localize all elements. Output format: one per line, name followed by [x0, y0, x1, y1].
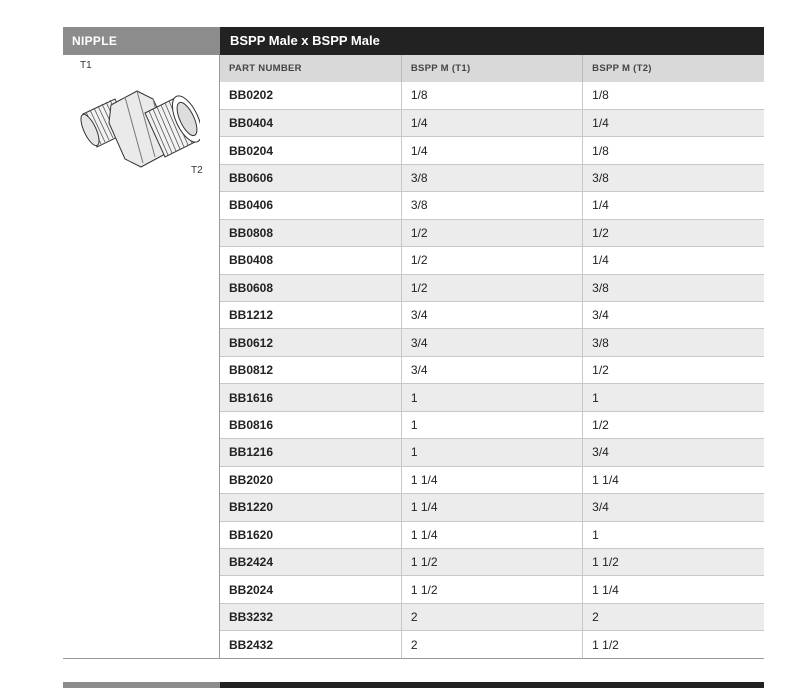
part-number-cell: BB3232 [220, 603, 401, 630]
thread-label-t2: T2 [191, 165, 203, 176]
bspp-t2-cell: 3/8 [583, 274, 764, 301]
part-number-cell: BB0404 [220, 109, 401, 136]
part-number-cell: BB0204 [220, 137, 401, 164]
table-row [220, 109, 764, 136]
part-number-cell: BB0808 [220, 219, 401, 246]
bspp-t1-cell: 1 1/4 [401, 466, 582, 493]
bspp-t1-cell: 3/4 [401, 356, 582, 383]
bspp-t1-cell: 1/4 [401, 109, 582, 136]
bspp-t2-cell: 1 1/2 [583, 548, 764, 575]
bspp-t2-cell: 1 1/4 [583, 466, 764, 493]
bspp-t1-cell: 1/2 [401, 247, 582, 274]
bspp-t1-cell: 1 [401, 439, 582, 466]
part-number-cell: BB1616 [220, 384, 401, 411]
next-section-category-bar [63, 682, 220, 688]
table-row [220, 631, 764, 659]
table-row [220, 466, 764, 493]
part-number-cell: BB1216 [220, 439, 401, 466]
bspp-t1-cell: 1 1/2 [401, 548, 582, 575]
part-number-cell: BB2424 [220, 548, 401, 575]
part-number-cell: BB1212 [220, 302, 401, 329]
bspp-t1-cell: 2 [401, 631, 582, 659]
table-row [220, 411, 764, 438]
table-bottom-rule [63, 658, 764, 659]
table-row [220, 274, 764, 301]
part-number-cell: BB0202 [220, 82, 401, 109]
table-row [220, 137, 764, 164]
bspp-t2-cell: 1/4 [583, 192, 764, 219]
bspp-t1-cell: 3/4 [401, 329, 582, 356]
bspp-t1-cell: 3/8 [401, 192, 582, 219]
part-number-cell: BB0406 [220, 192, 401, 219]
part-number-cell: BB0608 [220, 274, 401, 301]
table-row [220, 521, 764, 548]
table-row [220, 164, 764, 191]
bspp-t1-cell: 1/2 [401, 219, 582, 246]
bspp-t2-cell: 2 [583, 603, 764, 630]
table-row [220, 603, 764, 630]
next-section-title-bar [220, 682, 764, 688]
bspp-t2-cell: 1/2 [583, 219, 764, 246]
product-image-cell [63, 55, 220, 659]
col-header-bspp-t1: BSPP M (T1) [401, 55, 582, 82]
bspp-t2-cell: 3/4 [583, 494, 764, 521]
table-row [220, 548, 764, 575]
bspp-t2-cell: 1/4 [583, 109, 764, 136]
table-row [220, 576, 764, 603]
table-row [220, 384, 764, 411]
bspp-t2-cell: 1 1/4 [583, 576, 764, 603]
part-number-cell: BB0612 [220, 329, 401, 356]
table-row [220, 356, 764, 383]
bspp-t1-cell: 3/8 [401, 164, 582, 191]
bspp-t2-cell: 3/4 [583, 302, 764, 329]
part-number-cell: BB1620 [220, 521, 401, 548]
bspp-t2-cell: 1/2 [583, 356, 764, 383]
part-number-cell: BB2020 [220, 466, 401, 493]
table-row [220, 494, 764, 521]
col-header-part-number: PART NUMBER [220, 55, 401, 82]
part-number-cell: BB0606 [220, 164, 401, 191]
nipple-fitting-illustration [75, 69, 200, 199]
bspp-t1-cell: 1/8 [401, 82, 582, 109]
bspp-t2-cell: 3/8 [583, 164, 764, 191]
table-row [220, 439, 764, 466]
bspp-t2-cell: 1/2 [583, 411, 764, 438]
product-table-section [63, 27, 764, 659]
bspp-t2-cell: 1 [583, 521, 764, 548]
bspp-t1-cell: 1 1/4 [401, 494, 582, 521]
table-row [220, 192, 764, 219]
table-row [220, 247, 764, 274]
table-row [220, 219, 764, 246]
part-number-cell: BB2432 [220, 631, 401, 659]
bspp-t2-cell: 1 [583, 384, 764, 411]
bspp-t1-cell: 2 [401, 603, 582, 630]
bspp-t1-cell: 1 [401, 384, 582, 411]
bspp-t2-cell: 3/4 [583, 439, 764, 466]
part-number-cell: BB2024 [220, 576, 401, 603]
thread-label-t1: T1 [80, 60, 92, 71]
bspp-t2-cell: 1/8 [583, 137, 764, 164]
part-number-cell: BB0812 [220, 356, 401, 383]
table-row [220, 302, 764, 329]
bspp-t1-cell: 1/2 [401, 274, 582, 301]
table-row [220, 329, 764, 356]
bspp-t1-cell: 1 [401, 411, 582, 438]
category-label: NIPPLE [63, 27, 220, 55]
bspp-t1-cell: 1 1/2 [401, 576, 582, 603]
bspp-t2-cell: 1/4 [583, 247, 764, 274]
table-header-row [220, 55, 764, 82]
col-header-bspp-t2: BSPP M (T2) [583, 55, 764, 82]
bspp-t1-cell: 1 1/4 [401, 521, 582, 548]
part-number-table [220, 55, 764, 659]
section-header [63, 27, 764, 55]
bspp-t2-cell: 3/8 [583, 329, 764, 356]
bspp-t2-cell: 1 1/2 [583, 631, 764, 659]
part-number-cell: BB0816 [220, 411, 401, 438]
table-row [220, 82, 764, 109]
bspp-t2-cell: 1/8 [583, 82, 764, 109]
part-number-cell: BB0408 [220, 247, 401, 274]
bspp-t1-cell: 1/4 [401, 137, 582, 164]
section-title: BSPP Male x BSPP Male [220, 27, 764, 55]
bspp-t1-cell: 3/4 [401, 302, 582, 329]
part-number-cell: BB1220 [220, 494, 401, 521]
